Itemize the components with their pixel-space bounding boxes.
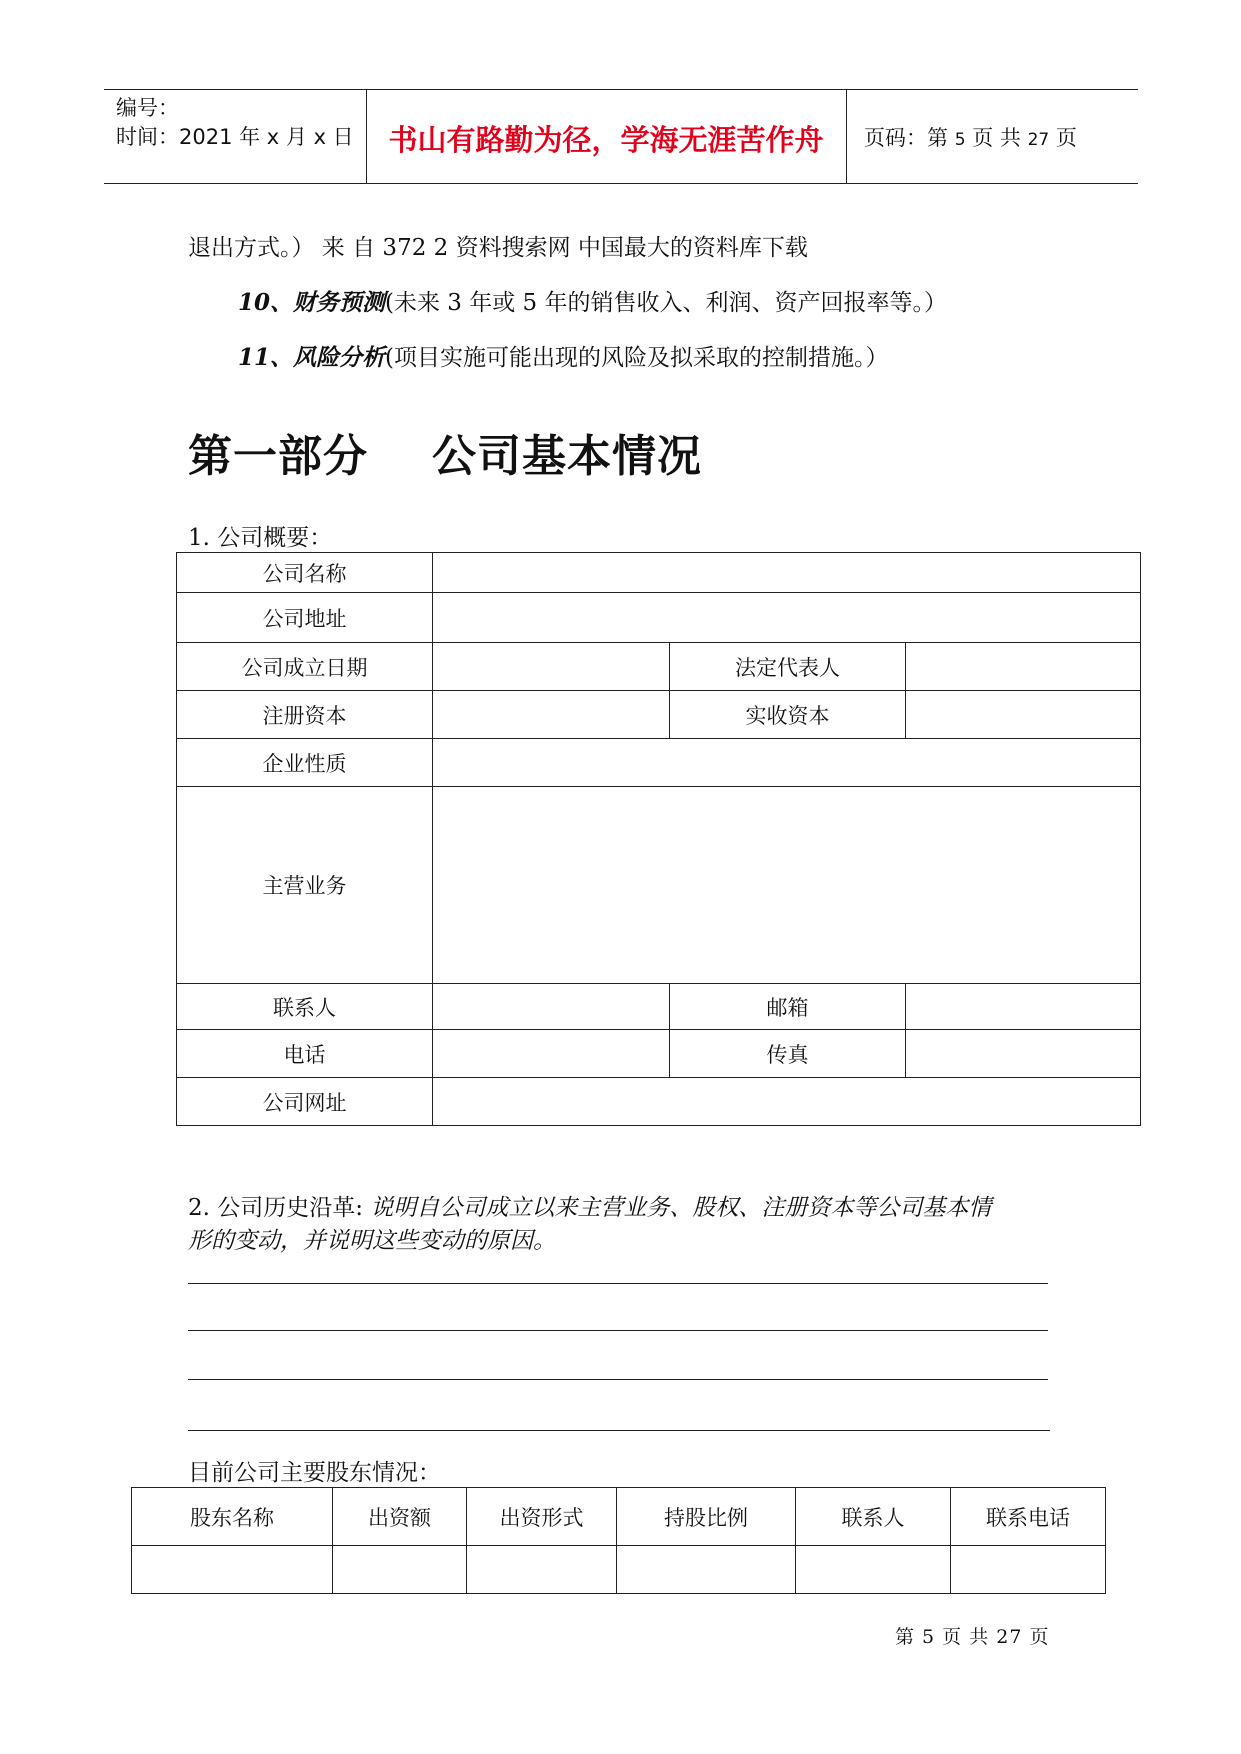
table-row — [177, 553, 1141, 593]
page-suffix: 页 — [1055, 126, 1077, 150]
section-part: 第一部分 — [188, 431, 368, 482]
table-row — [132, 1546, 1106, 1594]
column-header: 出资额 — [333, 1488, 467, 1546]
page-footer: 第 5 页 共 27 页 — [895, 1626, 1050, 1648]
blank-line[interactable] — [188, 1283, 1048, 1284]
page-header — [104, 89, 1138, 184]
table-row — [177, 691, 1141, 739]
phone-field[interactable] — [433, 1030, 670, 1078]
table-row — [177, 1030, 1141, 1078]
page-prefix: 页码：第 — [864, 126, 948, 150]
cell-label: 公司网址 — [177, 1078, 433, 1126]
page-mid: 页 共 — [972, 126, 1021, 150]
table-row — [177, 787, 1141, 984]
intro-item-10 — [238, 288, 947, 318]
legal-rep-field[interactable] — [906, 643, 1141, 691]
nature-field[interactable] — [433, 739, 1141, 787]
table-cell[interactable] — [951, 1546, 1106, 1594]
history-line-1 — [188, 1193, 991, 1223]
table-cell[interactable] — [333, 1546, 467, 1594]
contact-field[interactable] — [433, 984, 670, 1030]
blank-line[interactable] — [188, 1430, 1050, 1431]
table-row — [177, 984, 1141, 1030]
column-header: 出资形式 — [467, 1488, 617, 1546]
table-row — [177, 593, 1141, 643]
company-overview-table — [176, 552, 1141, 1126]
item-10-text: (未来 3 年或 5 年的销售收入、利润、资产回报率等。） — [385, 290, 947, 316]
history-sep: : — [355, 1195, 364, 1221]
cell-label: 公司地址 — [177, 593, 433, 643]
section-title: 公司基本情况 — [432, 431, 702, 482]
header-page-number — [864, 122, 1077, 152]
section-heading — [188, 420, 702, 484]
page-total: 27 — [1027, 130, 1050, 150]
cell-label: 注册资本 — [177, 691, 433, 739]
cell-label: 传真 — [670, 1030, 906, 1078]
column-header: 股东名称 — [132, 1488, 333, 1546]
history-text-2: 形的变动，并说明这些变动的原因。 — [188, 1228, 556, 1254]
shareholders-label: 目前公司主要股东情况： — [188, 1460, 441, 1486]
table-row — [177, 1078, 1141, 1126]
table-cell[interactable] — [796, 1546, 951, 1594]
cell-label: 电话 — [177, 1030, 433, 1078]
cell-label: 主营业务 — [177, 787, 433, 984]
item-11-text: (项目实施可能出现的风险及拟采取的控制措施。） — [385, 345, 889, 371]
cell-label: 实收资本 — [670, 691, 906, 739]
paid-capital-field[interactable] — [906, 691, 1141, 739]
email-field[interactable] — [906, 984, 1141, 1030]
item-11-title: 11、风险分析 — [238, 344, 386, 371]
number-label: 编号： — [116, 96, 179, 120]
history-text-1: 说明自公司成立以来主营业务、股权、注册资本等公司基本情 — [370, 1195, 992, 1221]
history-label: 2. 公司历史沿革 — [188, 1195, 356, 1221]
cell-label: 邮箱 — [670, 984, 906, 1030]
address-field[interactable] — [433, 593, 1141, 643]
page-current: 5 — [954, 130, 966, 150]
column-header: 联系电话 — [951, 1488, 1106, 1546]
header-motto: 书山有路勤为径，学海无涯苦作舟 — [388, 123, 824, 157]
fax-field[interactable] — [906, 1030, 1141, 1078]
table-cell[interactable] — [132, 1546, 333, 1594]
table-row — [177, 643, 1141, 691]
intro-line: 退出方式。） 来 自 372 2 资料搜索网 中国最大的资料库下载 — [188, 235, 808, 261]
item-10-title: 10、财务预测 — [238, 289, 386, 316]
table-cell[interactable] — [617, 1546, 796, 1594]
column-header: 持股比例 — [617, 1488, 796, 1546]
column-header: 联系人 — [796, 1488, 951, 1546]
cell-label: 公司名称 — [177, 553, 433, 593]
registered-capital-field[interactable] — [433, 691, 670, 739]
cell-label: 法定代表人 — [670, 643, 906, 691]
overview-label: 1. 公司概要： — [188, 525, 333, 551]
header-divider — [846, 90, 847, 183]
date-label: 时间：2021 年 x 月 x 日 — [116, 125, 354, 149]
header-meta — [116, 94, 354, 152]
table-cell[interactable] — [467, 1546, 617, 1594]
blank-line[interactable] — [188, 1379, 1048, 1380]
shareholders-table — [131, 1487, 1106, 1594]
founded-field[interactable] — [433, 643, 670, 691]
business-field[interactable] — [433, 787, 1141, 984]
company-name-field[interactable] — [433, 553, 1141, 593]
cell-label: 企业性质 — [177, 739, 433, 787]
blank-line[interactable] — [188, 1330, 1048, 1331]
website-field[interactable] — [433, 1078, 1141, 1126]
cell-label: 联系人 — [177, 984, 433, 1030]
cell-label: 公司成立日期 — [177, 643, 433, 691]
table-header-row — [132, 1488, 1106, 1546]
intro-item-11 — [238, 343, 889, 373]
table-row — [177, 739, 1141, 787]
